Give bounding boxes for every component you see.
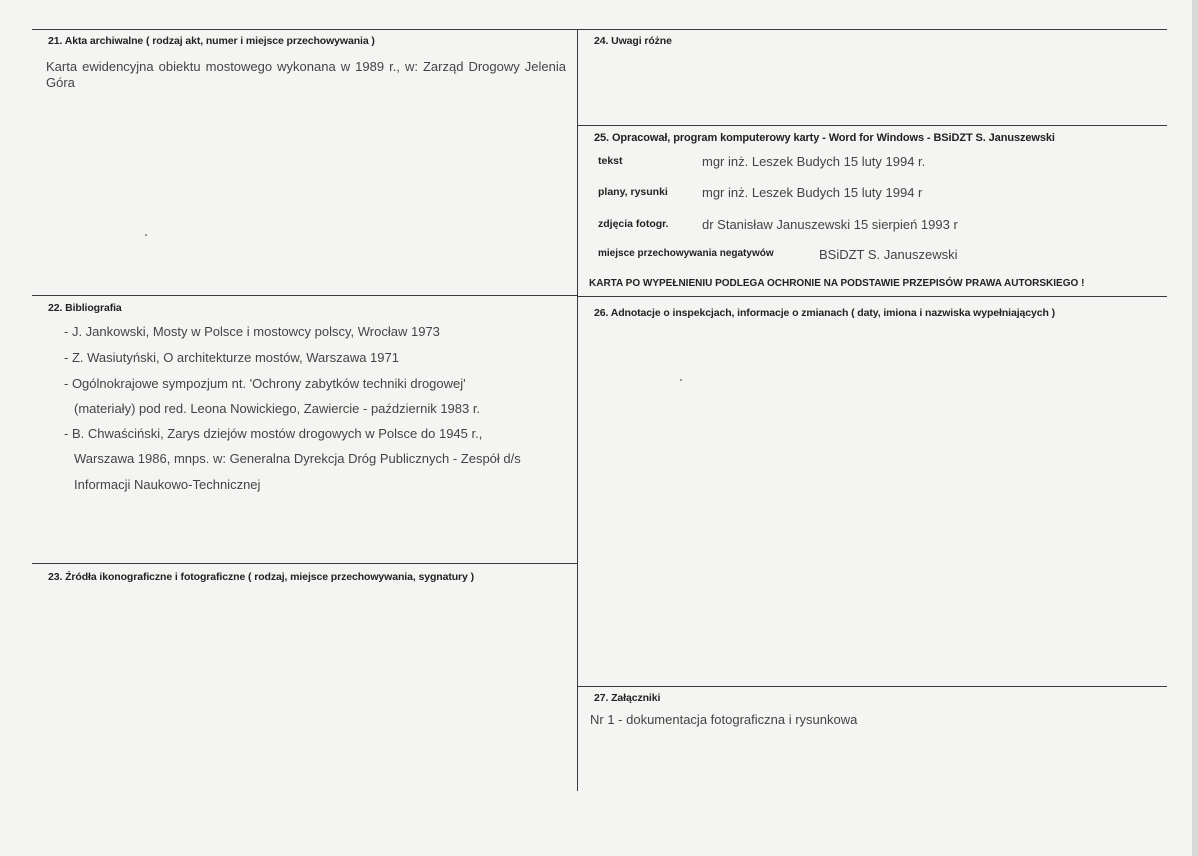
section-23-header: 23. Źródła ikonograficzne i fotograficzne ( rodzaj, miejsce przechowywania, sygnatury ) [48,571,474,583]
row-value-text: mgr inż. Leszek Budych 15 luty 1994 r. [702,154,926,169]
section-24-header: 24. Uwagi różne [594,35,672,47]
row-label-photos: zdjęcia fotogr. [598,218,669,230]
center-divider [577,29,578,791]
section-27-body: Nr 1 - dokumentacja fotograficzna i rysunkowa [590,712,858,727]
scan-speck [680,379,682,381]
bibliography-line: - Z. Wasiutyński, O architekturze mostów, Warszawa 1971 [64,350,399,365]
row-label-plans: plany, rysunki [598,186,668,198]
bibliography-line: - B. Chwaściński, Zarys dziejów mostów drogowych w Polsce do 1945 r., [64,426,483,441]
row-value-plans: mgr inż. Leszek Budych 15 luty 1994 r [702,185,923,200]
section-22-header: 22. Bibliografia [48,302,122,314]
row-value-photos: dr Stanisław Januszewski 15 sierpień 1993 r [702,217,958,232]
top-border-right [577,29,1167,30]
section-26-header: 26. Adnotacje o inspekcjach, informacje o zmianach ( daty, imiona i nazwiska wypełniających ) [594,307,1056,319]
scan-speck [145,234,147,236]
copyright-warning: KARTA PO WYPEŁNIENIU PODLEGA OCHRONIE NA PODSTAWIE PRZEPISÓW PRAWA AUTORSKIEGO ! [589,278,1085,289]
bibliography-line: - Ogólnokrajowe sympozjum nt. 'Ochrony zabytków techniki drogowej' [64,376,466,391]
divider-25 [577,125,1167,126]
section-25-header: 25. Opracował, program komputerowy karty - Word for Windows - BSiDZT S. Januszewski [594,132,1055,144]
row-label-text: tekst [598,155,623,167]
bibliography-line: (materiały) pod red. Leona Nowickiego, Zawiercie - październik 1983 r. [74,401,481,416]
section-27-header: 27. Załączniki [594,692,661,704]
section-21-body: Karta ewidencyjna obiektu mostowego wykonana w 1989 r., w: Zarząd Drogowy Jelenia Góra [46,59,566,90]
divider-23 [32,563,577,564]
bibliography-line: Warszawa 1986, mnps. w: Generalna Dyrekcja Dróg Publicznych - Zespół d/s [74,451,521,466]
bibliography-line: Informacji Naukowo-Technicznej [74,477,261,492]
divider-27 [577,686,1167,687]
bibliography-line: - J. Jankowski, Mosty w Polsce i mostowcy polscy, Wrocław 1973 [64,324,440,339]
top-border-left [32,29,577,30]
row-value-negatives: BSiDZT S. Januszewski [819,247,958,262]
divider-26 [577,296,1167,297]
row-label-negatives: miejsce przechowywania negatywów [598,248,774,259]
divider-22 [32,295,577,296]
section-21-header: 21. Akta archiwalne ( rodzaj akt, numer i miejsce przechowywania ) [48,35,375,47]
